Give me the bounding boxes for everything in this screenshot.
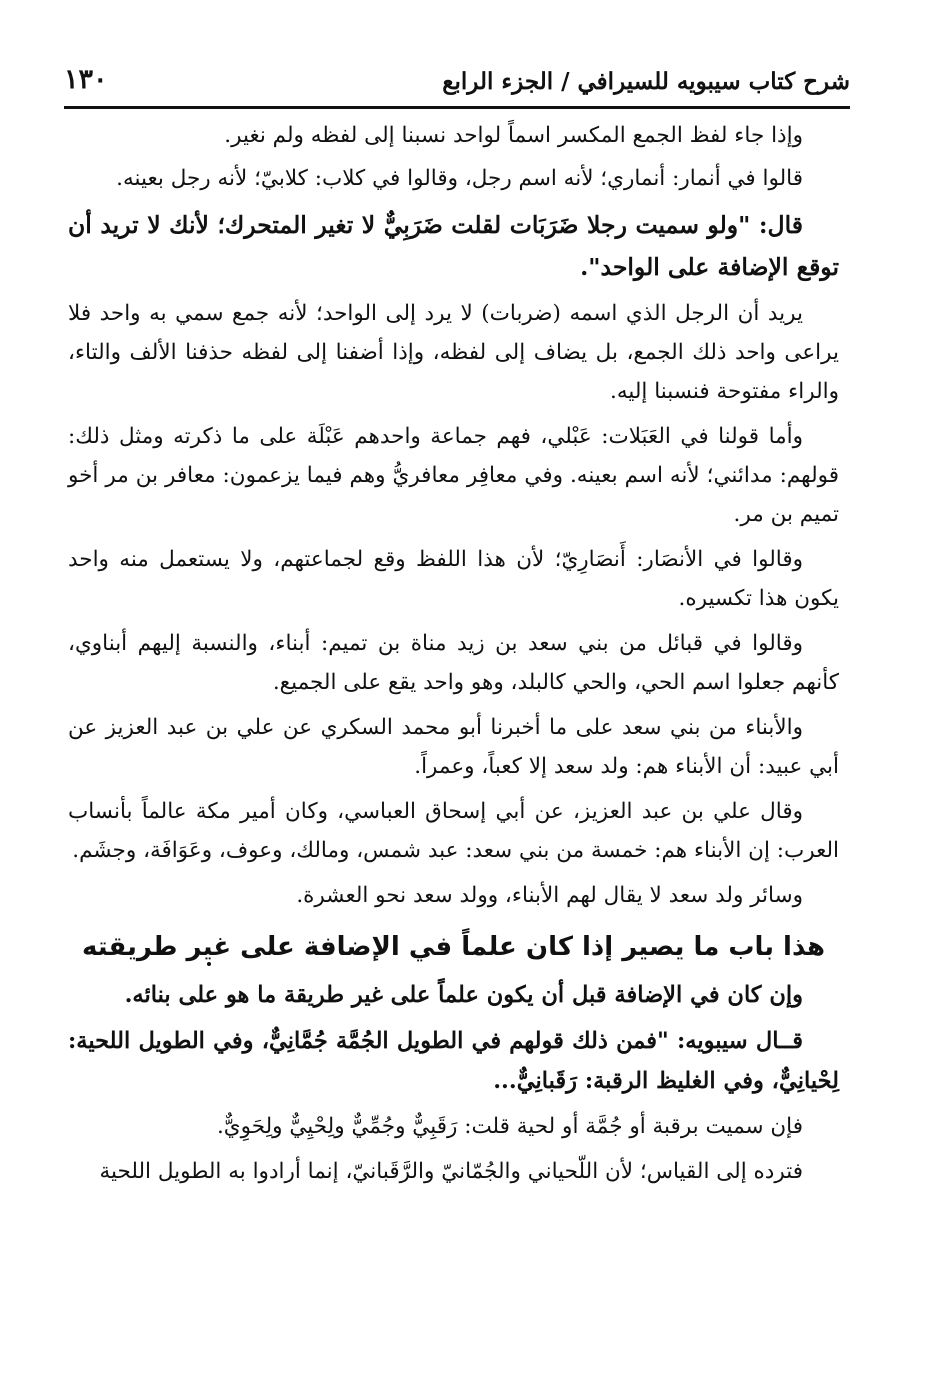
paragraph: فترده إلى القياس؛ لأن اللّحياني والجُمّانيّ والرَّقَبانيّ، إنما أرادوا به الطويل اللحية (99, 1159, 803, 1184)
quotation-paragraph: قال: "ولو سميت رجلا ضَرَبَات لقلت ضَرَبِيٌّ لا تغير المتحرك؛ لأنك لا تريد أن توقع الإضافة على الواحد". (68, 211, 839, 281)
paragraph: وإذا جاء لفظ الجمع المكسر اسماً لواحد نسبنا إلى لفظه ولم نغير. (224, 123, 803, 148)
paragraph: فإن سميت برقبة أو جُمَّة أو لحية قلت: رَقَبِيٌّ وجُمِّيٌّ ولِحْيِيٌّ ولِحَوِيٌّ. (216, 1114, 803, 1139)
paragraph: قالوا في أنمار: أنماري؛ لأنه اسم رجل، وقالوا في كلاب: كلابيّ؛ لأنه رجل بعينه. (116, 166, 803, 191)
page-body (68, 116, 839, 1197)
paragraph: وسائر ولد سعد لا يقال لهم الأبناء، وولد سعد نحو العشرة. (296, 883, 803, 908)
paragraph: وقالوا في الأنصَار: أَنصَارِيّ؛ لأن هذا اللفظ وقع لجماعتهم، ولا يستعمل منه واحد يكون هذا تكسيره. (68, 547, 839, 611)
paragraph: يريد أن الرجل الذي اسمه (ضربات) لا يرد إلى الواحد؛ لأنه جمع سمي به واحد فلا يراعى واحد ذلك الجمع، بل يضاف إلى لفظه، وإذا أضفنا إلى لفظه حذفنا الألف والتاء، والراء مفتوحة فنسبنا إليه. (68, 301, 839, 404)
paragraph: والأبناء من بني سعد على ما أخبرنا أبو محمد السكري عن علي بن عبد العزيز عن أبي عبيد: أن الأبناء هم: ولد سعد إلا كعباً، وعمراً. (68, 715, 839, 779)
section-heading: هذا باب ما يصير إذا كان علماً في الإضافة على غير طريقته (81, 932, 826, 962)
paragraph: وقال علي بن عبد العزيز، عن أبي إسحاق العباسي، وكان أمير مكة عالماً بأنساب العرب: إن الأبناء هم: خمسة من بني سعد: عبد شمس، ومالك، وعوف، وعَوَافَة، وجشَم. (68, 799, 839, 863)
paragraph: وإن كان في الإضافة قبل أن يكون علماً على غير طريقة ما هو على بنائه. (124, 982, 803, 1008)
paragraph: وقالوا في قبائل من بني سعد بن زيد مناة بن تميم: أبناء، والنسبة إليهم أبناوي، كأنهم جعلوا اسم الحي، والحي كالبلد، وهو واحد يقع على الجميع. (68, 631, 839, 695)
running-title: شرح كتاب سيبويه للسيرافي / الجزء الرابع (442, 68, 850, 95)
page-number: ١٣٠ (64, 64, 108, 95)
header-rule (64, 106, 850, 109)
paragraph: وأما قولنا في العَبَلات: عَبْلي، فهم جماعة واحدهم عَبْلَة على ما ذكرته ومثل ذلك: قولهم: مدائني؛ لأنه اسم بعينه. وفي معافِر معافريُّ وهم فيما يزعمون: معافر بن مر أخو تميم بن مر. (68, 424, 839, 527)
stray-ink-dot (207, 962, 211, 966)
page-header (64, 55, 850, 95)
quotation-paragraph: قــال سيبويه: "فمن ذلك قولهم في الطويل الجُمَّة جُمَّانِيٌّ، وفي الطويل اللحية: لِحْيانِيٌّ، وفي الغليظ الرقبة: رَقَبانِيٌّ... (68, 1028, 839, 1094)
